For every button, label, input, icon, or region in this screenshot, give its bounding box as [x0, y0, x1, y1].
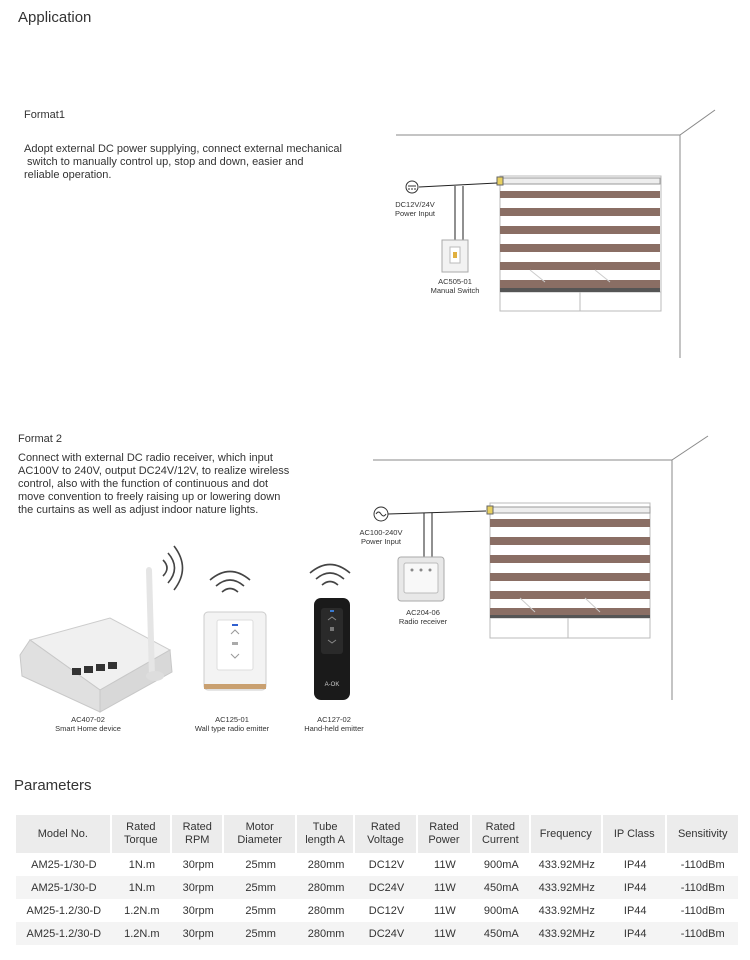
- table-cell: -110dBm: [667, 922, 738, 945]
- table-cell: 11W: [418, 876, 472, 899]
- format1-power-label: DC12V/24V Power Input: [394, 200, 436, 218]
- table-cell: DC12V: [368, 904, 405, 917]
- col-header: Rated Torque: [112, 815, 172, 853]
- smart-home-router-icon: [20, 570, 172, 712]
- table-cell: -110dBm: [680, 858, 725, 871]
- format2-power-label: AC100-240V Power Input: [359, 528, 403, 546]
- table-cell: -110dBm: [667, 876, 738, 899]
- table-cell: 11W: [434, 858, 456, 871]
- parameters-table: [16, 815, 738, 945]
- table-cell: IP44: [623, 858, 647, 871]
- format1-title: Format1: [24, 109, 65, 121]
- table-cell: 11W: [434, 904, 456, 917]
- table-cell: 1N.m: [128, 858, 155, 871]
- table-cell: 433.92MHz: [538, 904, 595, 917]
- table-row: [16, 899, 738, 922]
- parameters-heading: Parameters: [14, 777, 92, 794]
- table-cell: AM25-1.2/30-D: [26, 904, 102, 917]
- table-cell: DC12V: [368, 858, 405, 871]
- format1-switch-label: AC505-01 Manual Switch: [430, 277, 480, 295]
- table-header-row: [16, 815, 738, 853]
- table-cell: 25mm: [224, 876, 297, 899]
- table-cell: AM25-1/30-D: [31, 858, 97, 871]
- table-cell: 433.92MHz: [531, 922, 604, 945]
- table-cell: 900mA: [483, 858, 519, 871]
- col-header: Motor Diameter: [224, 815, 297, 853]
- table-cell: AM25-1/30-D: [16, 876, 112, 899]
- table-cell: AM25-1.2/30-D: [16, 922, 112, 945]
- remote-brand: A-OK: [324, 682, 340, 688]
- table-row: [16, 876, 738, 899]
- table-cell: 30rpm: [182, 904, 214, 917]
- table-cell: 900mA: [483, 904, 519, 917]
- application-heading: Application: [18, 9, 92, 26]
- table-cell: IP44: [623, 904, 647, 917]
- table-cell: IP44: [603, 876, 667, 899]
- device-label-smart-home: AC407-02 Smart Home device: [55, 715, 121, 733]
- col-header: Tube length A: [297, 815, 355, 853]
- device-label-wall-emitter: AC125-01 Wall type radio emitter: [194, 715, 270, 733]
- col-header: Frequency: [531, 815, 604, 853]
- col-header: IP Class: [603, 815, 667, 853]
- table-cell: 30rpm: [172, 876, 224, 899]
- table-cell: 450mA: [472, 922, 530, 945]
- table-cell: -110dBm: [680, 904, 725, 917]
- col-header: Sensitivity: [667, 815, 738, 853]
- table-cell: 11W: [418, 922, 472, 945]
- table-cell: 280mm: [307, 858, 345, 871]
- col-header: Rated Current: [472, 815, 530, 853]
- table-cell: 25mm: [245, 858, 276, 871]
- format1-description: Adopt external DC power supplying, connect external mechanical switch to manually control up, stop and down, easier and reliable operation.: [24, 143, 342, 181]
- table-cell: DC24V: [355, 876, 417, 899]
- table-cell: DC24V: [355, 922, 417, 945]
- table-row: [16, 922, 738, 945]
- table-cell: 1N.m: [112, 876, 172, 899]
- table-cell: 280mm: [307, 904, 345, 917]
- table-cell: 280mm: [297, 922, 355, 945]
- table-cell: 25mm: [224, 922, 297, 945]
- format2-title: Format 2: [18, 433, 63, 445]
- table-cell: 433.92MHz: [538, 858, 595, 871]
- format2-description: Connect with external DC radio receiver, which input AC100V to 240V, output DC24V/12V, to realize wireless control, also with the function of continuous and dot move convention to freely raising up or lowering down the curtains as well as adjust indoor nature lights.: [18, 452, 290, 516]
- col-header: Rated Power: [418, 815, 472, 853]
- col-header: Rated Voltage: [355, 815, 417, 853]
- table-cell: 1.2N.m: [124, 904, 160, 917]
- col-header: Rated RPM: [172, 815, 224, 853]
- col-header: Model No.: [16, 815, 112, 853]
- table-cell: IP44: [603, 922, 667, 945]
- table-cell: 30rpm: [172, 922, 224, 945]
- table-row: [16, 853, 738, 876]
- table-cell: 30rpm: [182, 858, 214, 871]
- table-cell: 433.92MHz: [531, 876, 604, 899]
- table-cell: 450mA: [472, 876, 530, 899]
- format2-receiver-label: AC204-06 Radio receiver: [398, 608, 448, 626]
- wifi-waves-icon: [163, 546, 350, 592]
- table-cell: 1.2N.m: [112, 922, 172, 945]
- table-cell: 280mm: [297, 876, 355, 899]
- wall-emitter-icon: [204, 612, 266, 690]
- table-cell: 25mm: [245, 904, 276, 917]
- device-label-handheld-emitter: AC127-02 Hand-held emitter: [304, 715, 364, 733]
